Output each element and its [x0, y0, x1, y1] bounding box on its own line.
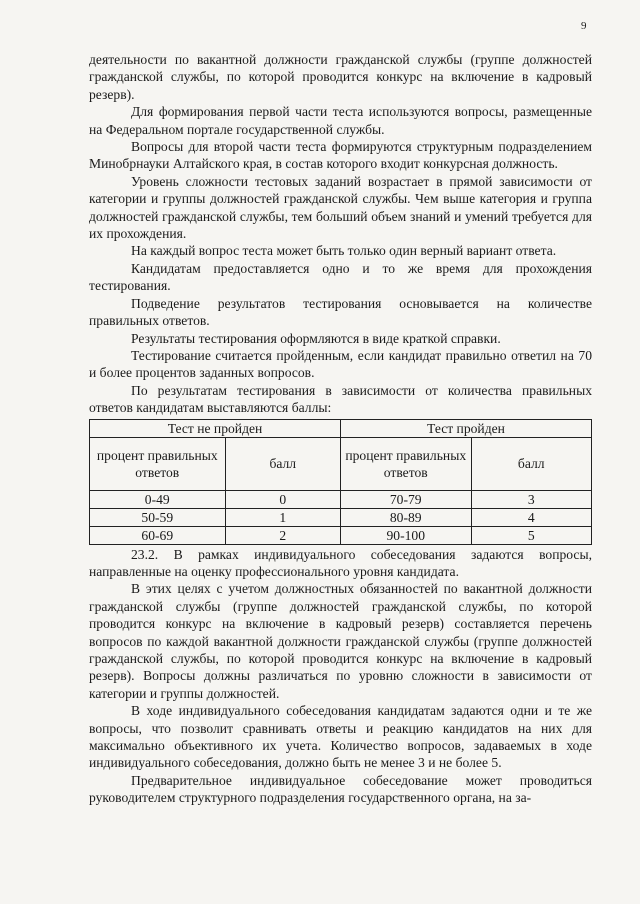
page-number: 9 — [581, 20, 587, 32]
header-percent-failed: процент правильных ответов — [90, 437, 226, 490]
paragraph: Уровень сложности тестовых заданий возрастает в прямой зависимости от категории и группы должностей гражданской службы. Чем выше категория и группа должностей гражданской службы, тем больший объем знаний и умений требуется для их прохождения. — [89, 173, 592, 242]
passed-range-cell: 90-100 — [340, 526, 471, 544]
paragraph: Для формирования первой части теста используются вопросы, размещенные на Федеральном портале государственной службы. — [89, 104, 592, 137]
passed-score-cell: 4 — [471, 508, 592, 526]
failed-score-cell: 0 — [225, 490, 340, 508]
paragraph: 23.2. В рамках индивидуального собеседования задаются вопросы, направленные на оценку профессионального уровня кандидата. — [89, 546, 592, 579]
paragraph: Вопросы для второй части теста формируются структурным подразделением Минобрнауки Алтайского края, в состав которого входит конкурсная должность. — [89, 139, 592, 172]
failed-score-cell: 1 — [225, 508, 340, 526]
table-row — [90, 490, 592, 508]
failed-range-cell: 60-69 — [90, 526, 226, 544]
passed-range-cell: 70-79 — [340, 490, 471, 508]
table-group-header-row — [90, 419, 592, 437]
passed-range-cell: 80-89 — [340, 508, 471, 526]
header-test-passed: Тест пройден — [340, 419, 591, 437]
paragraph: Кандидатам предоставляется одно и то же время для прохождения тестирования. — [89, 260, 592, 294]
table-row — [90, 526, 592, 544]
paragraph: Подведение результатов тестирования основывается на количестве правильных ответов. — [89, 295, 592, 329]
paragraph: Предварительное индивидуальное собеседование может проводиться руководителем структурного подразделения государственного органа, на за- — [89, 772, 592, 806]
paragraph: По результатам тестирования в зависимости от количества правильных ответов кандидатам выставляются баллы: — [89, 382, 592, 416]
paragraph: Результаты тестирования оформляются в виде краткой справки. — [131, 330, 501, 346]
failed-range-cell: 0-49 — [90, 490, 226, 508]
passed-score-cell: 3 — [471, 490, 592, 508]
failed-range-cell: 50-59 — [90, 508, 226, 526]
document-body — [89, 51, 592, 807]
paragraph: деятельности по вакантной должности гражданской службы (группе должностей гражданской службы, по которой проводится конкурс на включение в кадровый резерв). — [89, 52, 592, 102]
scores-table — [89, 419, 592, 545]
paragraph: Тестирование считается пройденным, если кандидат правильно ответил на 70 и более процентов заданных вопросов. — [89, 347, 592, 381]
paragraph: В этих целях с учетом должностных обязанностей по вакантной должности гражданской службы (группе должностей гражданской службы, по которой проводится конкурс на включение в кадровый резерв) составляется перечень вопросов по каждой вакантной должности гражданской службы (группе должностей гражданской службы, по которой проводится конкурс на включение в кадровый резерв). Вопросы должны различаться по уровню сложности в зависимости от категории и группы должностей. — [89, 581, 592, 701]
table-column-header-row — [90, 437, 592, 490]
header-score-passed: балл — [471, 437, 592, 490]
header-test-failed: Тест не пройден — [90, 419, 341, 437]
paragraph: На каждый вопрос теста может быть только один верный вариант ответа. — [131, 243, 557, 259]
passed-score-cell: 5 — [471, 526, 592, 544]
paragraph: В ходе индивидуального собеседования кандидатам задаются одни и те же вопросы, что позволит сравнивать ответы и реакцию кандидатов на них для максимально объективного их учета. Количество вопросов, задаваемых в ходе индивидуального собеседования, должно быть не менее 3 и не более 5. — [89, 703, 592, 771]
header-score-failed: балл — [225, 437, 340, 490]
failed-score-cell: 2 — [225, 526, 340, 544]
header-percent-passed: процент правильных ответов — [340, 437, 471, 490]
table-row — [90, 508, 592, 526]
